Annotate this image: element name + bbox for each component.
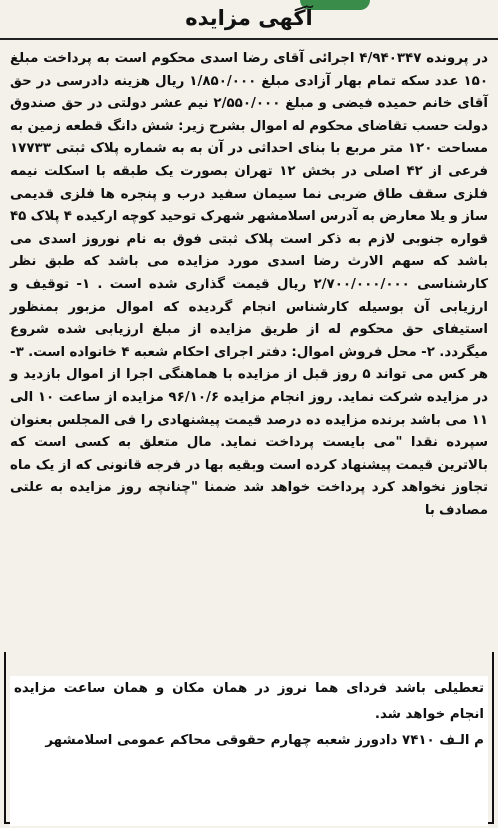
notice-continuation-block (10, 676, 488, 826)
notice-signature: م الـف ۷۴۱۰ دادورز شعبه چهارم حقوقی محاکم عمومی اسلامشهر (45, 733, 484, 748)
notice-title: آگهی مزایده (185, 6, 313, 30)
notice-continuation: تعطیلی باشد فردای هما نروز در همان مکان و همان ساعت مزایده انجام خواهد شد. (14, 681, 484, 722)
notice-body (10, 48, 488, 522)
notice-body-paragraph: در پرونده ۴/۹۴۰۳۴۷ اجرائی آقای رضا اسدی محکوم است به پرداخت مبلغ ۱۵۰ عدد سکه تمام بهار آزادی مبلغ ۱/۸۵۰/۰۰۰ ریال هزینه دادرسی در حق آقای خانم حمیده فیضی و مبلغ ۲/۵۵۰/۰۰۰ نیم عشر دولتی در حق صندوق دولت حسب تقاضای محکوم له اموال بشرح زیر: شش دانگ قطعه زمین به مساحت ۱۲۰ متر مربع با بنای احداثی در آن به به شماره پلاک ثبتی ۱۷۷۳۳ فرعی از ۴۲ اصلی در بخش ۱۲ تهران بصورت یک طبقه با اسکلت نیمه فلزی سقف طاق ضربی نما سیمان سفید درب و پنجره ها فلزی قدیمی ساز و یلا معارض به آدرس اسلامشهر شهرک توحید کوچه ارکیده ۴ پلاک ۴۵ قواره جنوبی لازم به ذکر است پلاک ثبتی فوق به نام نوروز اسدی می باشد که سهم الارث رضا اسدی مورد مزایده می باشد که طبق نظر کارشناسی ۲/۷۰۰/۰۰۰/۰۰۰ ریال قیمت گذاری شده است . ۱- توقیف و ارزیابی آن بوسیله کارشناس انجام گردیده که اموال مزبور بمنظور استیفای حق محکوم له از طریق مزایده از مبلغ ارزیابی شده شروع میگردد. ۲- محل فروش اموال: دفتر اجرای احکام شعبه ۴ خانواده است. ۳- هر کس می تواند ۵ روز قبل از مزایده با هماهنگی اجرا از اموال بازدید و در مزایده شرکت نماید. روز انجام مزایده ۹۶/۱۰/۶ مزایده از ساعت ۱۰ الی ۱۱ می باشد برنده مزایده ده درصد قیمت پیشنهادی را فی المجلس بعنوان سپرده نقدا "می بایست پرداخت نماید. مال متعلق به کسی است که بالاترین قیمت پیشنهاد کرده است وبقیه بها در فرجه قانونی که از یک ماه تجاوز نخواهد کرد پرداخت خواهد شد ضمنا "چنانچه روز مزایده به علتی مصادف با (10, 51, 489, 518)
title-divider (0, 38, 498, 40)
